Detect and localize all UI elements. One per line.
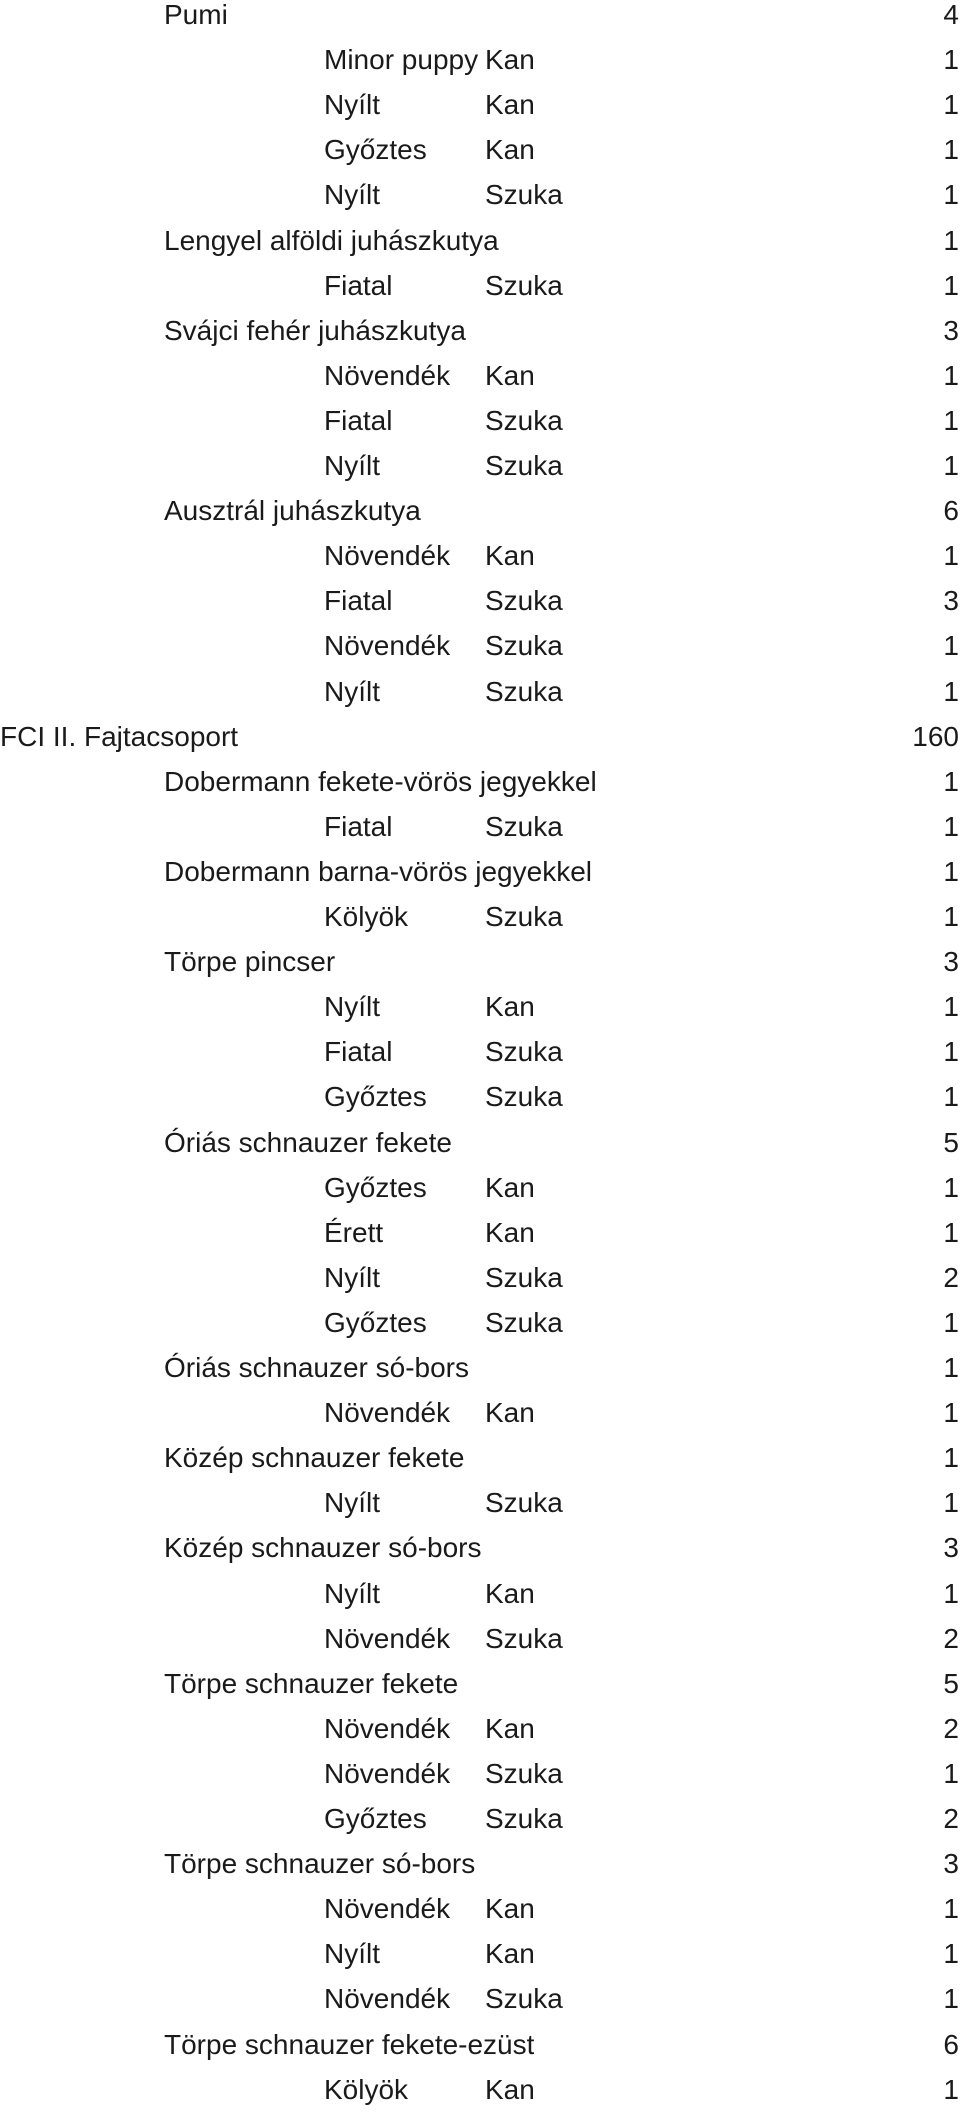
class-name: Növendék bbox=[324, 1983, 451, 2015]
entry-row bbox=[0, 1616, 960, 1661]
entry-row bbox=[0, 804, 960, 849]
sex-label: Kan bbox=[485, 1216, 535, 1248]
class-name: Győztes bbox=[324, 1171, 427, 1203]
sex-label: Szuka bbox=[485, 1622, 563, 1654]
count-value: 1 bbox=[943, 404, 959, 436]
entry-row bbox=[0, 443, 960, 488]
count-value: 1 bbox=[943, 630, 959, 662]
breed-name: Közép schnauzer fekete bbox=[164, 1442, 465, 1474]
entry-row bbox=[0, 1210, 960, 1255]
entry-row bbox=[0, 1255, 960, 1300]
count-value: 1 bbox=[943, 224, 959, 256]
breed-row bbox=[0, 1525, 960, 1570]
class-name: Növendék bbox=[324, 1712, 451, 1744]
count-value: 1 bbox=[943, 179, 959, 211]
count-value: 1 bbox=[943, 855, 959, 887]
count-value: 2 bbox=[943, 1803, 959, 1834]
count-value: 1 bbox=[943, 134, 959, 166]
entry-row bbox=[0, 1751, 960, 1796]
breed-name: Dobermann fekete-vörös jegyekkel bbox=[164, 765, 597, 797]
count-value: 1 bbox=[943, 2073, 959, 2105]
sex-label: Kan bbox=[485, 44, 535, 76]
class-name: Érett bbox=[324, 1216, 384, 1248]
sex-label: Szuka bbox=[485, 179, 563, 211]
breed-name: Óriás schnauzer fekete bbox=[164, 1126, 452, 1158]
count-value: 4 bbox=[943, 0, 959, 30]
count-value: 1 bbox=[943, 1983, 959, 2015]
class-name: Győztes bbox=[324, 1803, 427, 1834]
breed-row bbox=[0, 759, 960, 804]
sex-label: Kan bbox=[485, 89, 535, 121]
count-value: 1 bbox=[943, 1757, 959, 1789]
class-name: Nyílt bbox=[324, 179, 380, 211]
entry-row bbox=[0, 1886, 960, 1931]
sex-label: Szuka bbox=[485, 901, 563, 932]
count-value: 1 bbox=[943, 1397, 959, 1429]
count-value: 1 bbox=[943, 675, 959, 707]
sex-label: Kan bbox=[485, 991, 535, 1023]
count-value: 1 bbox=[943, 540, 959, 572]
class-name: Növendék bbox=[324, 359, 451, 391]
entry-row bbox=[0, 172, 960, 217]
sex-label: Kan bbox=[485, 359, 535, 391]
breed-row bbox=[0, 0, 960, 37]
breed-name: Svájci fehér juhászkutya bbox=[164, 314, 466, 346]
entry-row bbox=[0, 1480, 960, 1525]
count-value: 1 bbox=[943, 1442, 959, 1474]
count-value: 2 bbox=[943, 1261, 959, 1293]
class-name: Növendék bbox=[324, 630, 451, 662]
breed-row bbox=[0, 2022, 960, 2067]
sex-label: Szuka bbox=[485, 585, 563, 617]
class-name: Nyílt bbox=[324, 1487, 380, 1519]
group-name: FCI II. Fajtacsoport bbox=[0, 720, 239, 752]
count-value: 1 bbox=[943, 89, 959, 121]
breed-name: Óriás schnauzer só-bors bbox=[164, 1352, 470, 1383]
entry-row bbox=[0, 82, 960, 127]
count-value: 3 bbox=[943, 585, 959, 617]
class-name: Nyílt bbox=[324, 450, 380, 481]
count-value: 1 bbox=[943, 1938, 959, 1970]
class-name: Nyílt bbox=[324, 991, 380, 1023]
count-value: 1 bbox=[943, 991, 959, 1023]
count-value: 2 bbox=[943, 1712, 959, 1744]
count-value: 1 bbox=[943, 450, 959, 481]
count-value: 1 bbox=[943, 1216, 959, 1248]
count-value: 1 bbox=[943, 1081, 959, 1113]
entry-row bbox=[0, 398, 960, 443]
count-value: 1 bbox=[943, 269, 959, 301]
entry-row bbox=[0, 1796, 960, 1841]
breed-row bbox=[0, 218, 960, 263]
sex-label: Szuka bbox=[485, 810, 563, 842]
count-value: 6 bbox=[943, 495, 959, 527]
breed-row bbox=[0, 1841, 960, 1886]
sex-label: Kan bbox=[485, 1712, 535, 1744]
count-value: 1 bbox=[943, 359, 959, 391]
count-value: 1 bbox=[943, 1487, 959, 1519]
count-value: 1 bbox=[943, 765, 959, 797]
entry-row bbox=[0, 623, 960, 668]
group-row bbox=[0, 714, 960, 759]
breed-row bbox=[0, 1120, 960, 1165]
count-value: 6 bbox=[943, 2028, 959, 2060]
count-value: 3 bbox=[943, 1532, 959, 1564]
count-value: 1 bbox=[943, 1893, 959, 1925]
entry-row bbox=[0, 1390, 960, 1435]
breed-row bbox=[0, 308, 960, 353]
entry-row bbox=[0, 669, 960, 714]
entry-row bbox=[0, 894, 960, 939]
class-name: Nyílt bbox=[324, 675, 380, 707]
sex-label: Szuka bbox=[485, 1983, 563, 2015]
sex-label: Szuka bbox=[485, 1261, 563, 1293]
sex-label: Kan bbox=[485, 1577, 535, 1609]
sex-label: Kan bbox=[485, 1938, 535, 1970]
sex-label: Szuka bbox=[485, 269, 563, 301]
class-name: Növendék bbox=[324, 540, 451, 572]
breed-name: Törpe schnauzer fekete bbox=[164, 1667, 459, 1699]
count-value: 3 bbox=[943, 314, 959, 346]
entry-row bbox=[0, 1931, 960, 1976]
sex-label: Kan bbox=[485, 1171, 535, 1203]
class-name: Győztes bbox=[324, 1306, 427, 1338]
breed-name: Törpe pincser bbox=[164, 946, 336, 978]
sex-label: Szuka bbox=[485, 450, 563, 481]
entry-row bbox=[0, 263, 960, 308]
sex-label: Szuka bbox=[485, 675, 563, 707]
sex-label: Szuka bbox=[485, 1487, 563, 1519]
sex-label: Kan bbox=[485, 540, 535, 572]
count-value: 3 bbox=[943, 1848, 959, 1880]
class-name: Növendék bbox=[324, 1757, 451, 1789]
breed-row bbox=[0, 849, 960, 894]
breed-name: Törpe schnauzer fekete-ezüst bbox=[164, 2028, 535, 2060]
sex-label: Szuka bbox=[485, 1081, 563, 1113]
class-name: Fiatal bbox=[324, 404, 393, 436]
count-value: 160 bbox=[912, 720, 959, 752]
entry-row bbox=[0, 353, 960, 398]
entry-row bbox=[0, 984, 960, 1029]
class-name: Kölyök bbox=[324, 901, 409, 932]
breed-name: Lengyel alföldi juhászkutya bbox=[164, 224, 499, 256]
breed-name: Dobermann barna-vörös jegyekkel bbox=[164, 855, 592, 887]
sex-label: Szuka bbox=[485, 404, 563, 436]
count-value: 1 bbox=[943, 44, 959, 76]
class-name: Kölyök bbox=[324, 2073, 409, 2105]
class-name: Nyílt bbox=[324, 89, 380, 121]
entry-row bbox=[0, 1074, 960, 1119]
breed-name: Közép schnauzer só-bors bbox=[164, 1532, 482, 1564]
sex-label: Szuka bbox=[485, 1036, 563, 1068]
class-name: Nyílt bbox=[324, 1261, 380, 1293]
breed-row bbox=[0, 488, 960, 533]
sex-label: Szuka bbox=[485, 630, 563, 662]
entry-row bbox=[0, 1976, 960, 2021]
breed-row bbox=[0, 1661, 960, 1706]
count-value: 1 bbox=[943, 1577, 959, 1609]
entry-row bbox=[0, 37, 960, 82]
class-name: Győztes bbox=[324, 134, 427, 166]
class-name: Növendék bbox=[324, 1622, 451, 1654]
class-name: Növendék bbox=[324, 1893, 451, 1925]
sex-label: Kan bbox=[485, 1397, 535, 1429]
breed-row bbox=[0, 1435, 960, 1480]
breed-row bbox=[0, 939, 960, 984]
count-value: 1 bbox=[943, 1036, 959, 1068]
breed-name: Törpe schnauzer só-bors bbox=[164, 1848, 476, 1880]
class-name: Nyílt bbox=[324, 1938, 380, 1970]
sex-label: Kan bbox=[485, 134, 535, 166]
count-value: 3 bbox=[943, 946, 959, 978]
sex-label: Szuka bbox=[485, 1306, 563, 1338]
class-name: Növendék bbox=[324, 1397, 451, 1429]
breed-row bbox=[0, 1345, 960, 1390]
sex-label: Kan bbox=[485, 1893, 535, 1925]
count-value: 1 bbox=[943, 1306, 959, 1338]
count-value: 1 bbox=[943, 1352, 959, 1383]
class-name: Fiatal bbox=[324, 269, 393, 301]
class-name: Minor puppy bbox=[324, 44, 479, 76]
count-value: 1 bbox=[943, 1171, 959, 1203]
count-value: 1 bbox=[943, 810, 959, 842]
class-name: Fiatal bbox=[324, 810, 393, 842]
sex-label: Kan bbox=[485, 2073, 535, 2105]
count-value: 2 bbox=[943, 1622, 959, 1654]
entry-row bbox=[0, 127, 960, 172]
class-name: Nyílt bbox=[324, 1577, 380, 1609]
class-name: Fiatal bbox=[324, 1036, 393, 1068]
breed-name: Ausztrál juhászkutya bbox=[164, 495, 421, 527]
entry-row bbox=[0, 533, 960, 578]
count-value: 5 bbox=[943, 1126, 959, 1158]
entry-row bbox=[0, 1571, 960, 1616]
entry-row bbox=[0, 578, 960, 623]
entry-row bbox=[0, 1029, 960, 1074]
class-name: Fiatal bbox=[324, 585, 393, 617]
sex-label: Szuka bbox=[485, 1757, 563, 1789]
entry-row bbox=[0, 1300, 960, 1345]
count-value: 1 bbox=[943, 901, 959, 932]
breed-name: Pumi bbox=[164, 0, 228, 30]
count-value: 5 bbox=[943, 1667, 959, 1699]
sex-label: Szuka bbox=[485, 1803, 563, 1834]
entry-row bbox=[0, 2067, 960, 2112]
entry-row bbox=[0, 1706, 960, 1751]
entry-row bbox=[0, 1165, 960, 1210]
class-name: Győztes bbox=[324, 1081, 427, 1113]
